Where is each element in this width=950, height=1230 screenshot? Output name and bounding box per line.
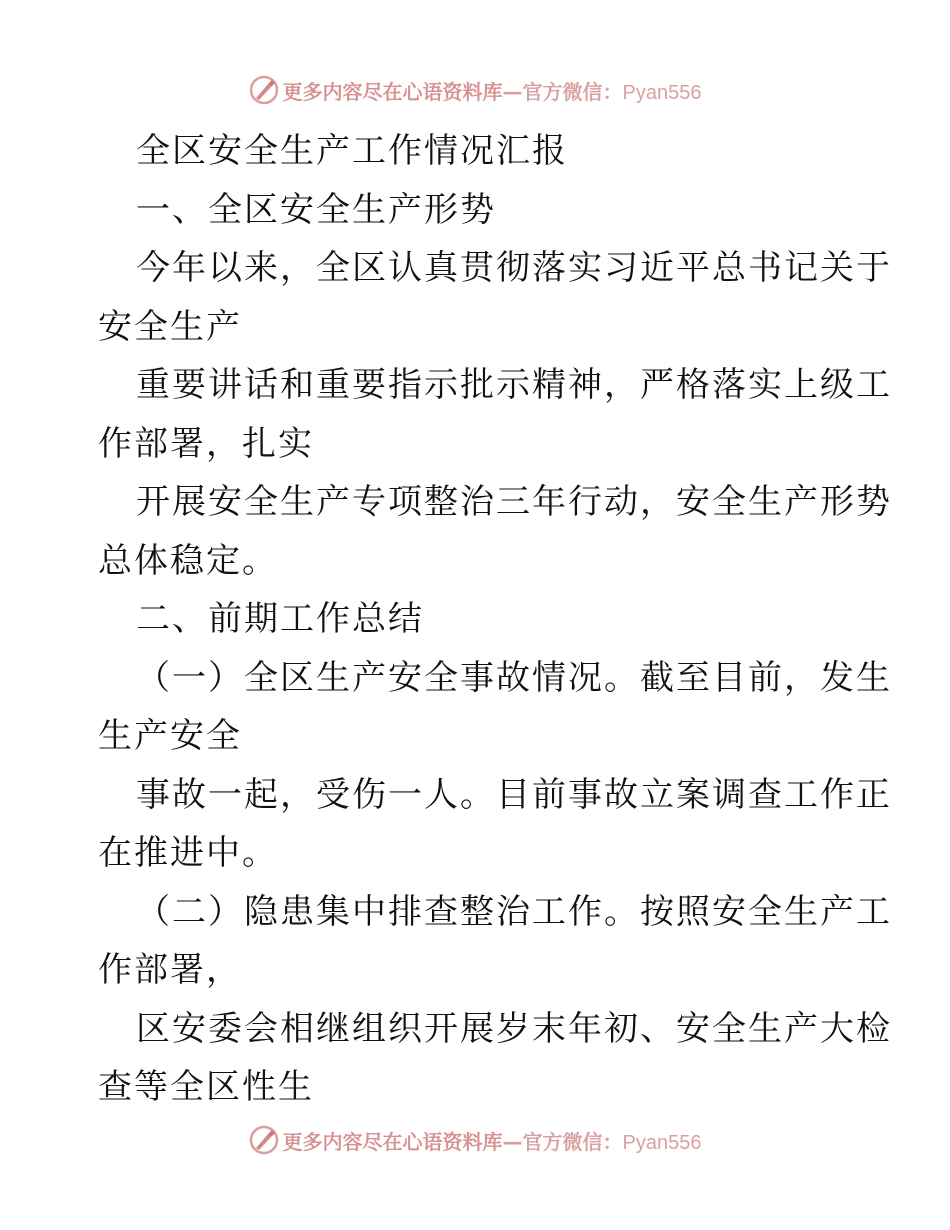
paragraph-line: 作部署，扎实 bbox=[98, 423, 314, 464]
paragraph-line: 重要讲话和重要指示批示精神，严格落实上级工 bbox=[136, 365, 892, 405]
paragraph-line: 开展安全生产专项整治三年行动，安全生产形势 bbox=[136, 482, 892, 522]
watermark-label: 官方微信： bbox=[522, 1129, 623, 1154]
watermark-label: 官方微信： bbox=[522, 79, 623, 104]
paragraph-line: 今年以来，全区认真贯彻落实习近平总书记关于 bbox=[136, 248, 892, 288]
watermark-dash: — bbox=[502, 79, 523, 104]
header-watermark bbox=[0, 70, 950, 110]
section-heading: 一、全区安全生产形势 bbox=[136, 189, 496, 230]
document-body bbox=[98, 122, 892, 1117]
paragraph-line: 安全生产 bbox=[98, 306, 242, 347]
watermark-text bbox=[283, 1126, 702, 1155]
paragraph-line: 事故一起，受伤一人。目前事故立案调查工作正 bbox=[136, 774, 892, 815]
footer-watermark bbox=[0, 1120, 950, 1160]
watermark-dash: — bbox=[502, 1129, 523, 1154]
watermark-brand: 更多内容尽在心语资料库 bbox=[282, 1129, 503, 1154]
pen-logo-icon bbox=[249, 1125, 279, 1155]
watermark-brand: 更多内容尽在心语资料库 bbox=[282, 79, 503, 104]
paragraph-line: 区安委会相继组织开展岁末年初、安全生产大检 bbox=[136, 1008, 892, 1049]
paragraph-line: 作部署， bbox=[98, 950, 242, 990]
document-title: 全区安全生产工作情况汇报 bbox=[136, 131, 568, 171]
paragraph-line: 查等全区性生 bbox=[98, 1067, 314, 1107]
paragraph-line: 生产安全 bbox=[98, 716, 242, 756]
watermark-text bbox=[283, 76, 702, 105]
paragraph-line: 总体稳定。 bbox=[98, 540, 278, 581]
pen-logo-icon bbox=[249, 75, 279, 105]
paragraph-line: （一）全区生产安全事故情况。截至目前，发生 bbox=[136, 657, 892, 698]
paragraph-line: （二）隐患集中排查整治工作。按照安全生产工 bbox=[136, 891, 892, 932]
section-heading: 二、前期工作总结 bbox=[136, 599, 424, 639]
watermark-handle: Pyan556 bbox=[622, 1131, 702, 1154]
paragraph-line: 在推进中。 bbox=[98, 833, 278, 873]
watermark-handle: Pyan556 bbox=[622, 81, 702, 104]
